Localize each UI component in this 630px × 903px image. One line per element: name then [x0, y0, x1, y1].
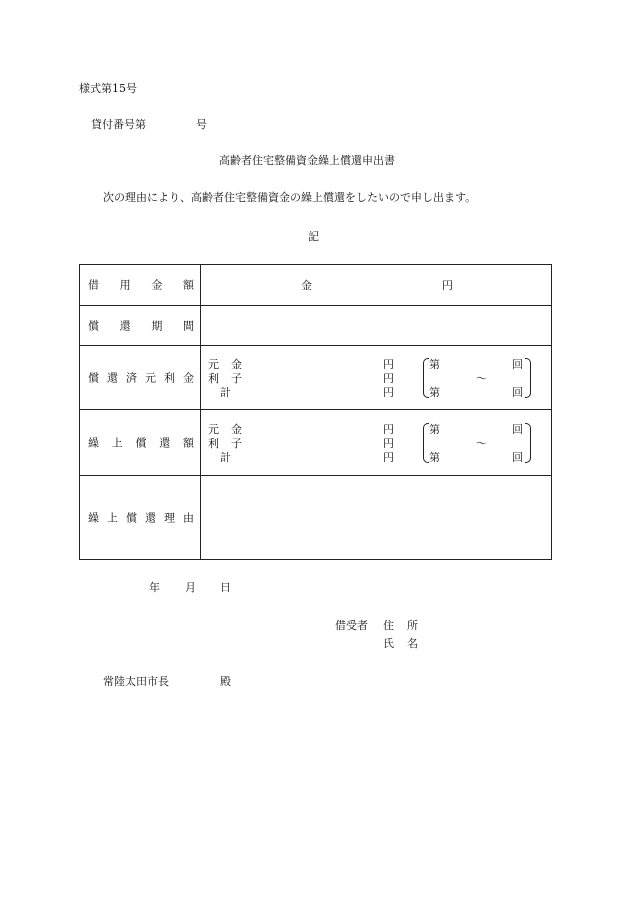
- recipient-name: 常陸太田市長: [103, 675, 169, 688]
- value-repayment-period[interactable]: [201, 306, 552, 346]
- statement-text: 次の理由により、高齢者住宅整備資金の繰上償還をしたいので申し出ます。: [103, 191, 477, 204]
- kai-text: 回: [512, 386, 523, 399]
- address-char: 住: [383, 619, 394, 632]
- value-repaid[interactable]: [201, 346, 552, 410]
- interest-char-1: 利: [208, 372, 219, 385]
- date-year: 年: [149, 581, 160, 594]
- yen-text: 円: [383, 358, 394, 371]
- label-char: 由: [183, 511, 194, 524]
- label-char: 理: [164, 511, 175, 524]
- label-char: 還: [145, 511, 156, 524]
- interest-char-1: 利: [208, 437, 219, 450]
- total-char: 計: [220, 451, 231, 464]
- label-char: 期: [151, 319, 163, 332]
- address-char: 所: [407, 619, 418, 632]
- row-repaid: [80, 346, 552, 410]
- tilde-text: ～: [476, 372, 487, 385]
- row-repayment-period: [80, 306, 552, 346]
- loan-number-prefix: 貸付番号第: [91, 118, 146, 131]
- label-char: 金: [151, 278, 163, 292]
- kai-text: 回: [512, 423, 523, 436]
- label-repaid: [80, 346, 201, 410]
- value-reason[interactable]: [201, 476, 552, 560]
- dai-text: 第: [429, 358, 440, 371]
- label-char: 償: [135, 436, 147, 449]
- label-char: 上: [111, 436, 123, 449]
- principal-char-2: 金: [231, 358, 242, 371]
- dai-text: 第: [429, 423, 440, 436]
- yen-text: 円: [383, 451, 394, 464]
- right-bracket: [525, 358, 531, 398]
- recipient-honorific: 殿: [220, 675, 231, 688]
- row-loan-amount: [80, 265, 552, 306]
- label-early-repayment: [80, 410, 201, 476]
- dai-text: 第: [429, 451, 440, 464]
- name-char: 氏: [383, 637, 394, 650]
- principal-char-1: 元: [208, 423, 219, 436]
- row-reason: [80, 476, 552, 560]
- document-title: 高齢者住宅整備資金繰上償還申出書: [219, 154, 395, 167]
- tilde-text: ～: [476, 437, 487, 450]
- label-char: 繰: [88, 511, 99, 524]
- label-char: 済: [126, 371, 137, 384]
- label-char: 借: [88, 278, 99, 292]
- kai-text: 回: [512, 451, 523, 464]
- yen-text: 円: [383, 386, 394, 399]
- kin-text: 金: [301, 279, 312, 292]
- label-char: 償: [126, 511, 137, 524]
- label-char: 還: [107, 371, 118, 384]
- interest-char-2: 子: [231, 372, 242, 385]
- label-char: 額: [183, 436, 194, 449]
- label-char: 還: [119, 319, 131, 332]
- name-char: 名: [407, 637, 418, 650]
- form-table: [79, 264, 552, 560]
- right-bracket: [525, 423, 531, 463]
- label-char: 還: [159, 436, 171, 449]
- label-char: 償: [88, 319, 99, 332]
- yen-text: 円: [383, 437, 394, 450]
- label-char: 利: [164, 371, 175, 384]
- form-number: 様式第15号: [79, 82, 137, 95]
- principal-char-1: 元: [208, 358, 219, 371]
- label-char: 償: [88, 371, 99, 384]
- label-char: 上: [107, 511, 118, 524]
- value-loan-amount[interactable]: [201, 265, 552, 306]
- label-char: 用: [119, 278, 131, 292]
- interest-char-2: 子: [231, 437, 242, 450]
- value-early-repayment[interactable]: [201, 410, 552, 476]
- total-char: 計: [220, 386, 231, 399]
- principal-char-2: 金: [231, 423, 242, 436]
- label-reason: [80, 476, 201, 560]
- label-char: 繰: [88, 436, 99, 449]
- label-char: 金: [183, 371, 194, 384]
- date-day: 日: [220, 581, 231, 594]
- label-char: 額: [182, 278, 194, 292]
- row-early-repayment: [80, 410, 552, 476]
- ki-heading: 記: [308, 230, 319, 243]
- date-month: 月: [185, 581, 196, 594]
- loan-number-suffix: 号: [196, 118, 207, 131]
- yen-text: 円: [383, 423, 394, 436]
- name-label: [383, 638, 418, 649]
- label-char: 元: [145, 371, 156, 384]
- yen-text: 円: [383, 372, 394, 385]
- label-repayment-period: [80, 306, 201, 346]
- dai-text: 第: [429, 386, 440, 399]
- borrower-label: 借受者: [335, 619, 368, 632]
- kai-text: 回: [512, 358, 523, 371]
- label-loan-amount: [80, 265, 201, 306]
- yen-text: 円: [442, 279, 453, 292]
- address-label: [383, 620, 418, 631]
- label-char: 間: [182, 319, 194, 332]
